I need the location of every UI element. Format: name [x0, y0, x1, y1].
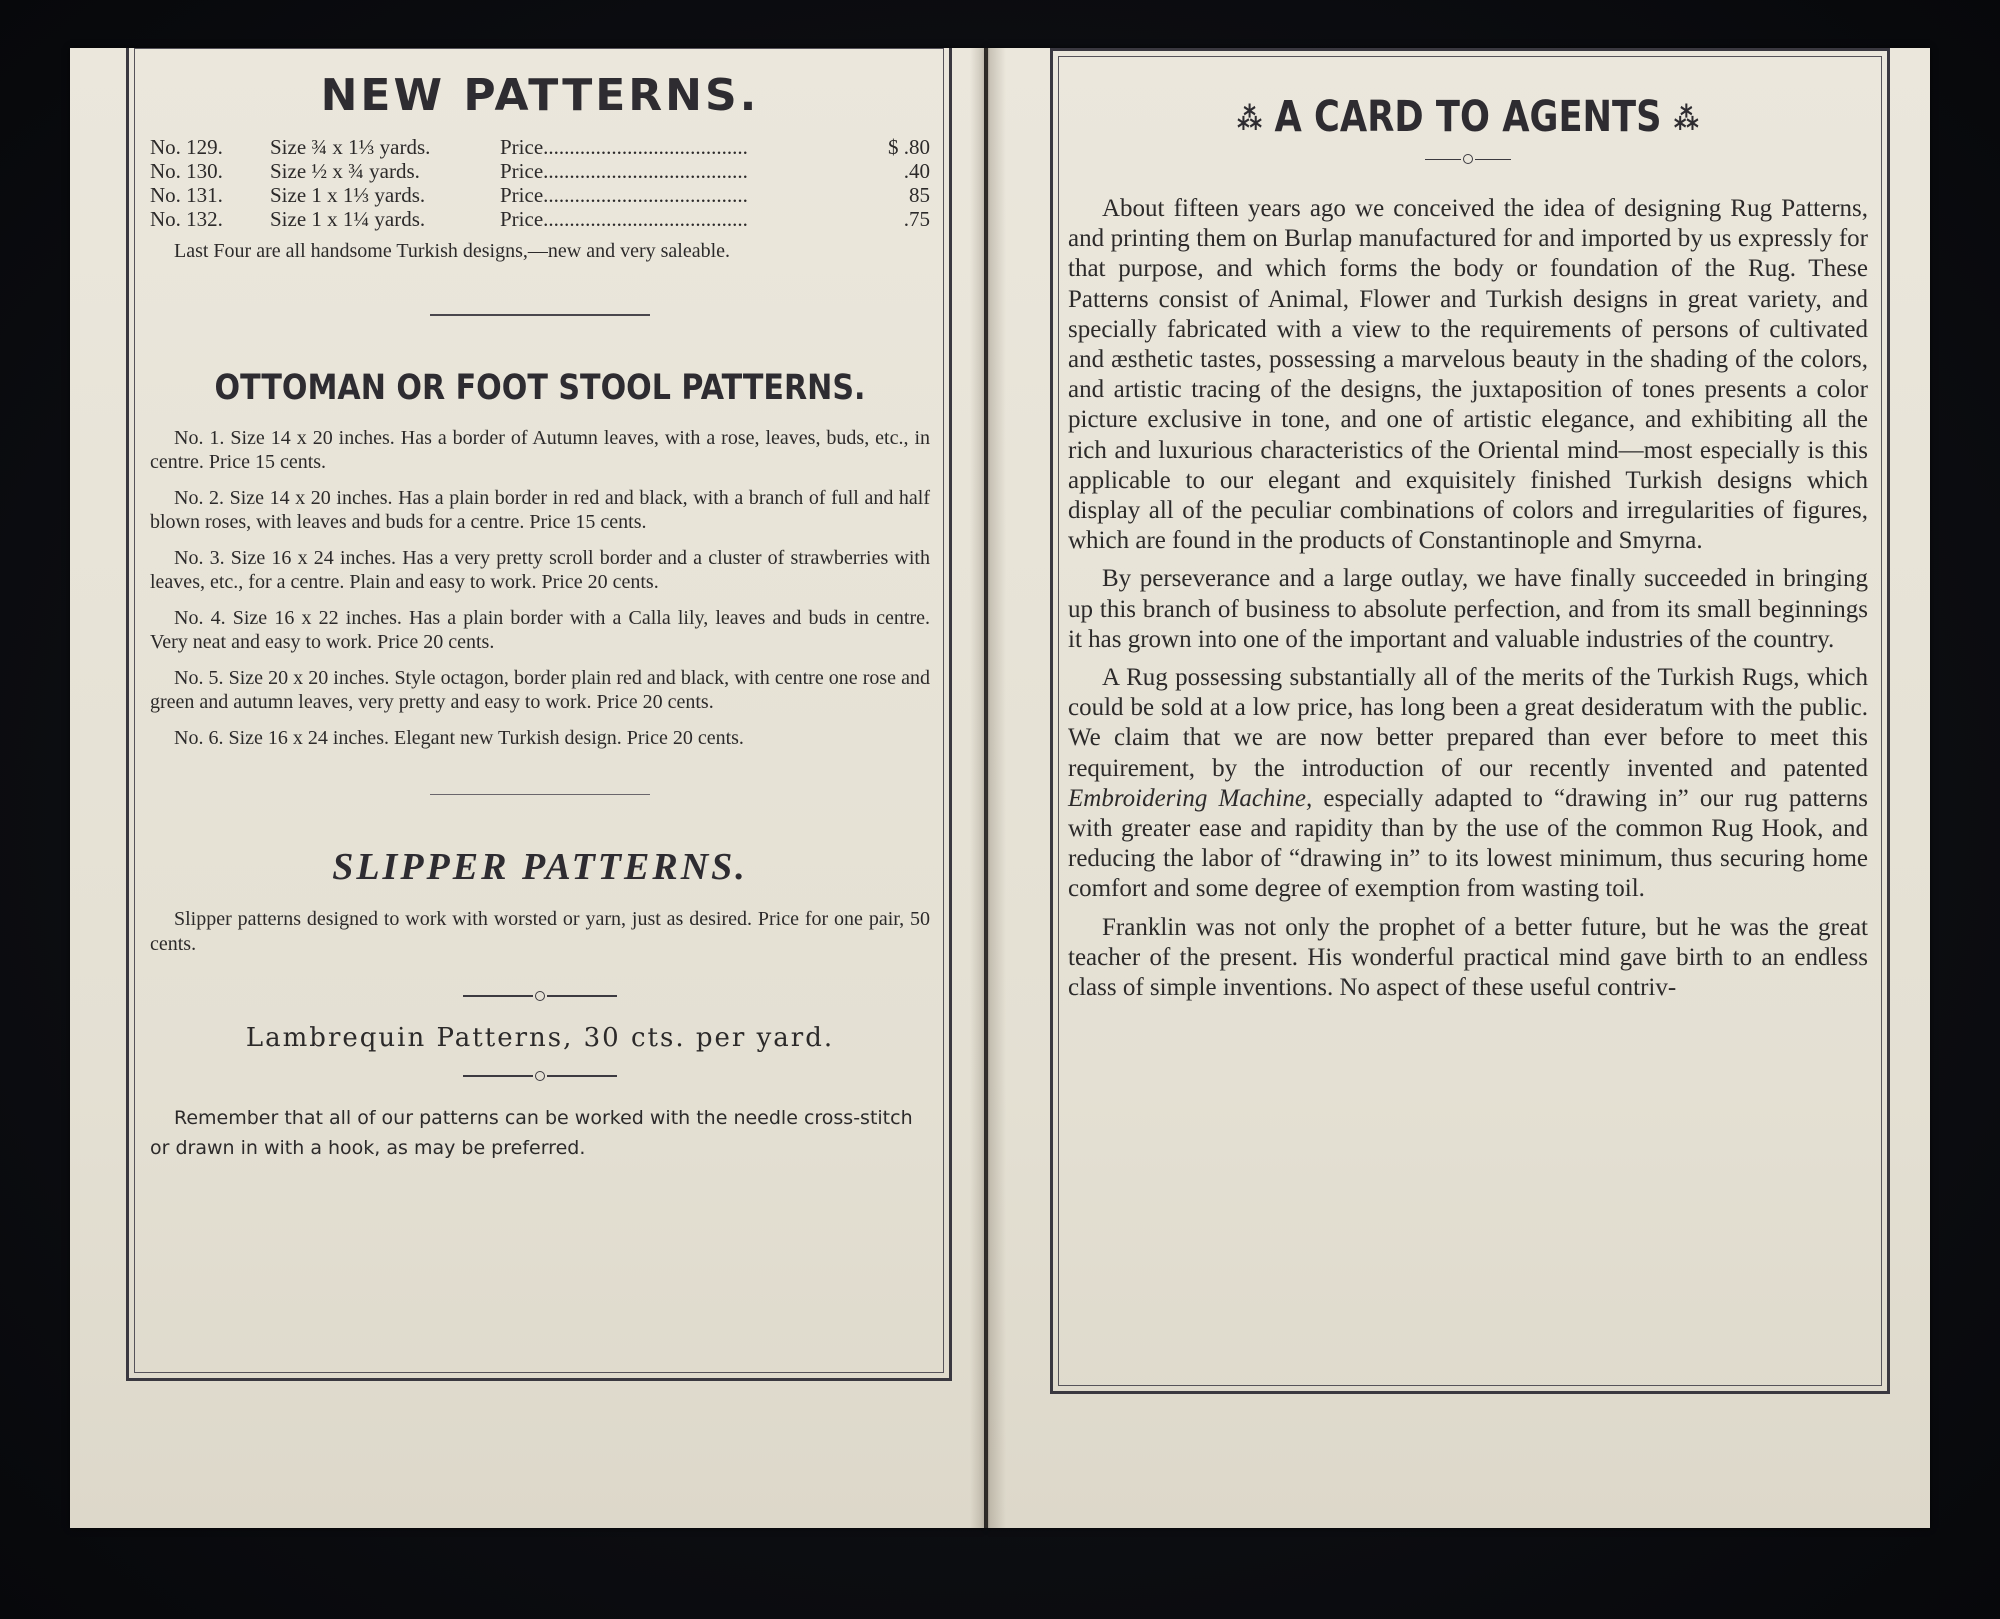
slipper-title: SLIPPER PATTERNS. — [332, 846, 748, 888]
ornament-divider — [1068, 154, 1868, 164]
card-paragraph: A Rug possessing substantially all of the merits of the Turkish Rugs, which could be sold at a low price, has long been a great desideratum with the public. We claim that we are now better prepared than ever before to meet this requirement, by the introduction of our recently invented and patented Embroidering Machine, especially adapted to “drawing in” our rug patterns with greater ease and rapidity than by the use of the common Rug Hook, and reducing the labor of “drawing in” to its lowest minimum, thus securing home comfort and some degree of exemption from wasting toil. — [1068, 664, 1868, 903]
ottoman-title: OTTOMAN OR FOOT STOOL PATTERNS. — [214, 368, 866, 408]
ottoman-item: No. 1. Size 14 x 20 inches. Has a border of Autumn leaves, with a rose, leaves, buds, etc., in centre. Price 15 cents. — [150, 427, 930, 473]
section-divider — [430, 314, 650, 316]
ottoman-item: No. 6. Size 16 x 24 inches. Elegant new Turkish design. Price 20 cents. — [174, 727, 744, 749]
card-paragraph: By perseverance and a large outlay, we have finally succeeded in bringing up this branch of business to absolute perfection, and from its small beginnings it has grown into one of the important and valuable industries of the country. — [1068, 565, 1868, 653]
remember-note: Remember that all of our patterns can be worked with the needle cross-stitch or drawn in with a hook, as may be preferred. — [150, 1107, 913, 1159]
new-patterns-price-list — [150, 135, 930, 231]
ornament-divider — [150, 991, 930, 1001]
ornament-divider — [150, 1071, 930, 1081]
price-row: No. 131. Size 1 x 1⅓ yards. Price....................................... 85 — [150, 183, 930, 207]
right-page-content — [1068, 72, 1868, 1011]
price-row: No. 129. Size ¾ x 1⅓ yards. Price....................................... $ .80 — [150, 135, 930, 159]
lambrequin-line: Lambrequin Patterns, 30 cts. per yard. — [245, 1023, 835, 1053]
fleuron-icon: ⁂ — [1673, 102, 1699, 137]
ottoman-item: No. 3. Size 16 x 24 inches. Has a very pretty scroll border and a cluster of strawberries with leaves, etc., for a centre. Plain and easy to work. Price 20 cents. — [150, 547, 930, 593]
left-page-content — [150, 60, 930, 1163]
ottoman-item: No. 5. Size 20 x 20 inches. Style octagon, border plain red and black, with centre one rose and green and autumn leaves, very pretty and easy to work. Price 20 cents. — [150, 667, 930, 713]
ottoman-item: No. 2. Size 14 x 20 inches. Has a plain border in red and black, with a branch of full and half blown roses, with leaves and buds for a centre. Price 15 cents. — [150, 487, 930, 533]
ottoman-item: No. 4. Size 16 x 22 inches. Has a plain border with a Calla lily, leaves and buds in centre. Very neat and easy to work. Price 20 cents. — [150, 607, 930, 653]
card-title: ⁂ A CARD TO AGENTS ⁂ — [1237, 92, 1699, 142]
fleuron-icon: ⁂ — [1237, 102, 1263, 137]
slipper-text: Slipper patterns designed to work with worsted or yarn, just as desired. Price for one pair, 50 cents. — [150, 908, 930, 955]
new-patterns-note: Last Four are all handsome Turkish designs,—new and very saleable. — [174, 240, 731, 262]
new-patterns-title: NEW PATTERNS. — [320, 70, 760, 121]
price-row: No. 132. Size 1 x 1¼ yards. Price....................................... .75 — [150, 207, 930, 231]
price-row: No. 130. Size ½ x ¾ yards. Price....................................... .40 — [150, 159, 930, 183]
booklet-spine — [970, 48, 1006, 1528]
card-paragraph: About fifteen years ago we conceived the idea of designing Rug Patterns, and printing them on Burlap manufactured for and imported by us expressly for that purpose, and which forms the body or foundation of the Rug. These Patterns consist of Animal, Flower and Turkish designs in great variety, and specially fabricated with a view to the requirements of persons of cultivated and æsthetic tastes, possessing a marvelous beauty in the shading of the colors, and artistic tracing of the designs, the juxtaposition of tones presents a color picture exclusive in tone, and one of artistic elegance, and exhibiting all the rich and luxurious characteristics of the Oriental mind—most especially is this applicable to our elegant and exquisitely finished Turkish designs which display all of the peculiar combinations of colors and irregularities of figures, which are found in the products of Constantinople and Smyrna. — [1068, 195, 1868, 555]
card-paragraph: Franklin was not only the prophet of a better future, but he was the great teacher of the present. His wonderful practical mind gave birth to an endless class of simple inventions. No aspect of these useful contriv- — [1068, 913, 1868, 1002]
embroidering-machine-emphasis: Embroidering Machine, — [1068, 784, 1313, 812]
section-divider — [430, 794, 650, 795]
